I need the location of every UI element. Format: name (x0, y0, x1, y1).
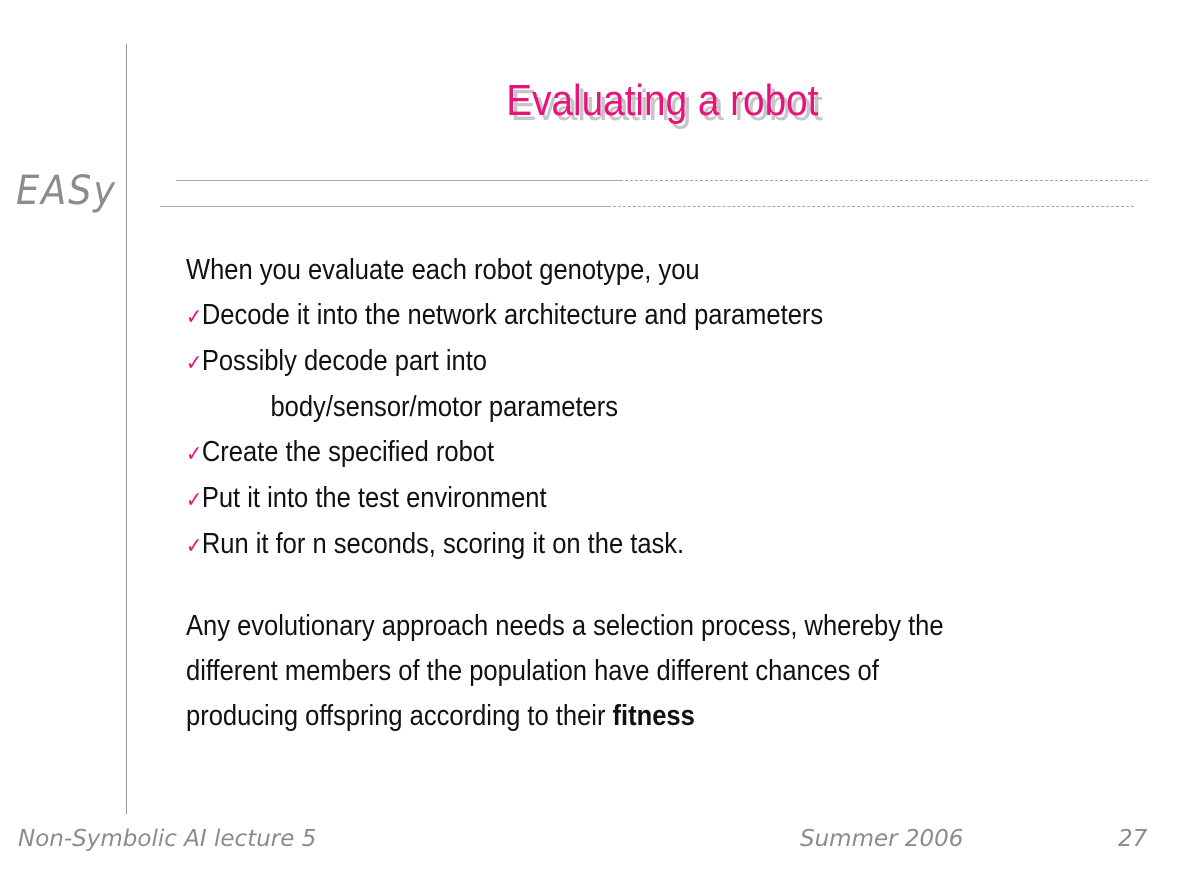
bullet-run (186, 522, 1031, 568)
bullet-text: Create the specified robot (201, 436, 495, 468)
bullet-decode (186, 293, 1031, 339)
bullet-text: Possibly decode part into (201, 345, 487, 377)
header-rule-bottom-dashed (608, 206, 1134, 207)
header-rule-top (176, 180, 620, 181)
paragraph-line: different members of the population have different chances of (186, 655, 879, 687)
slide-body (186, 248, 1031, 739)
paragraph-line: Any evolutionary approach needs a selection process, whereby the (186, 610, 944, 642)
check-icon: ✓ (186, 304, 203, 329)
fitness-term: fitness (612, 700, 695, 732)
check-icon: ✓ (186, 487, 203, 512)
check-icon: ✓ (186, 350, 203, 375)
left-vertical-rule (126, 44, 127, 814)
bullet-create (186, 430, 1031, 476)
check-icon: ✓ (186, 533, 203, 558)
bullet-possibly (186, 339, 1031, 385)
spacer (186, 568, 1031, 604)
footer-term: Summer 2006 (800, 826, 964, 852)
bullet-text: Decode it into the network architecture and parameters (201, 299, 824, 331)
paragraph-line (186, 694, 1031, 739)
paragraph-text: producing offspring according to their (186, 700, 613, 732)
easy-logo: EASy (16, 168, 117, 214)
header-rule-top-dashed (620, 180, 1148, 181)
header-rule-bottom (160, 206, 608, 207)
selection-paragraph (186, 604, 1031, 739)
bullet-continuation: body/sensor/motor parameters (270, 391, 618, 423)
check-icon: ✓ (186, 441, 203, 466)
bullet-put (186, 476, 1031, 522)
footer-page-number: 27 (1118, 826, 1148, 852)
bullet-text: Run it for n seconds, scoring it on the task. (201, 528, 685, 560)
footer-course: Non-Symbolic AI lecture 5 (18, 826, 317, 852)
intro-line: When you evaluate each robot genotype, you (186, 254, 700, 286)
slide-title: Evaluating a robot (505, 76, 819, 125)
bullet-text: Put it into the test environment (201, 482, 547, 514)
